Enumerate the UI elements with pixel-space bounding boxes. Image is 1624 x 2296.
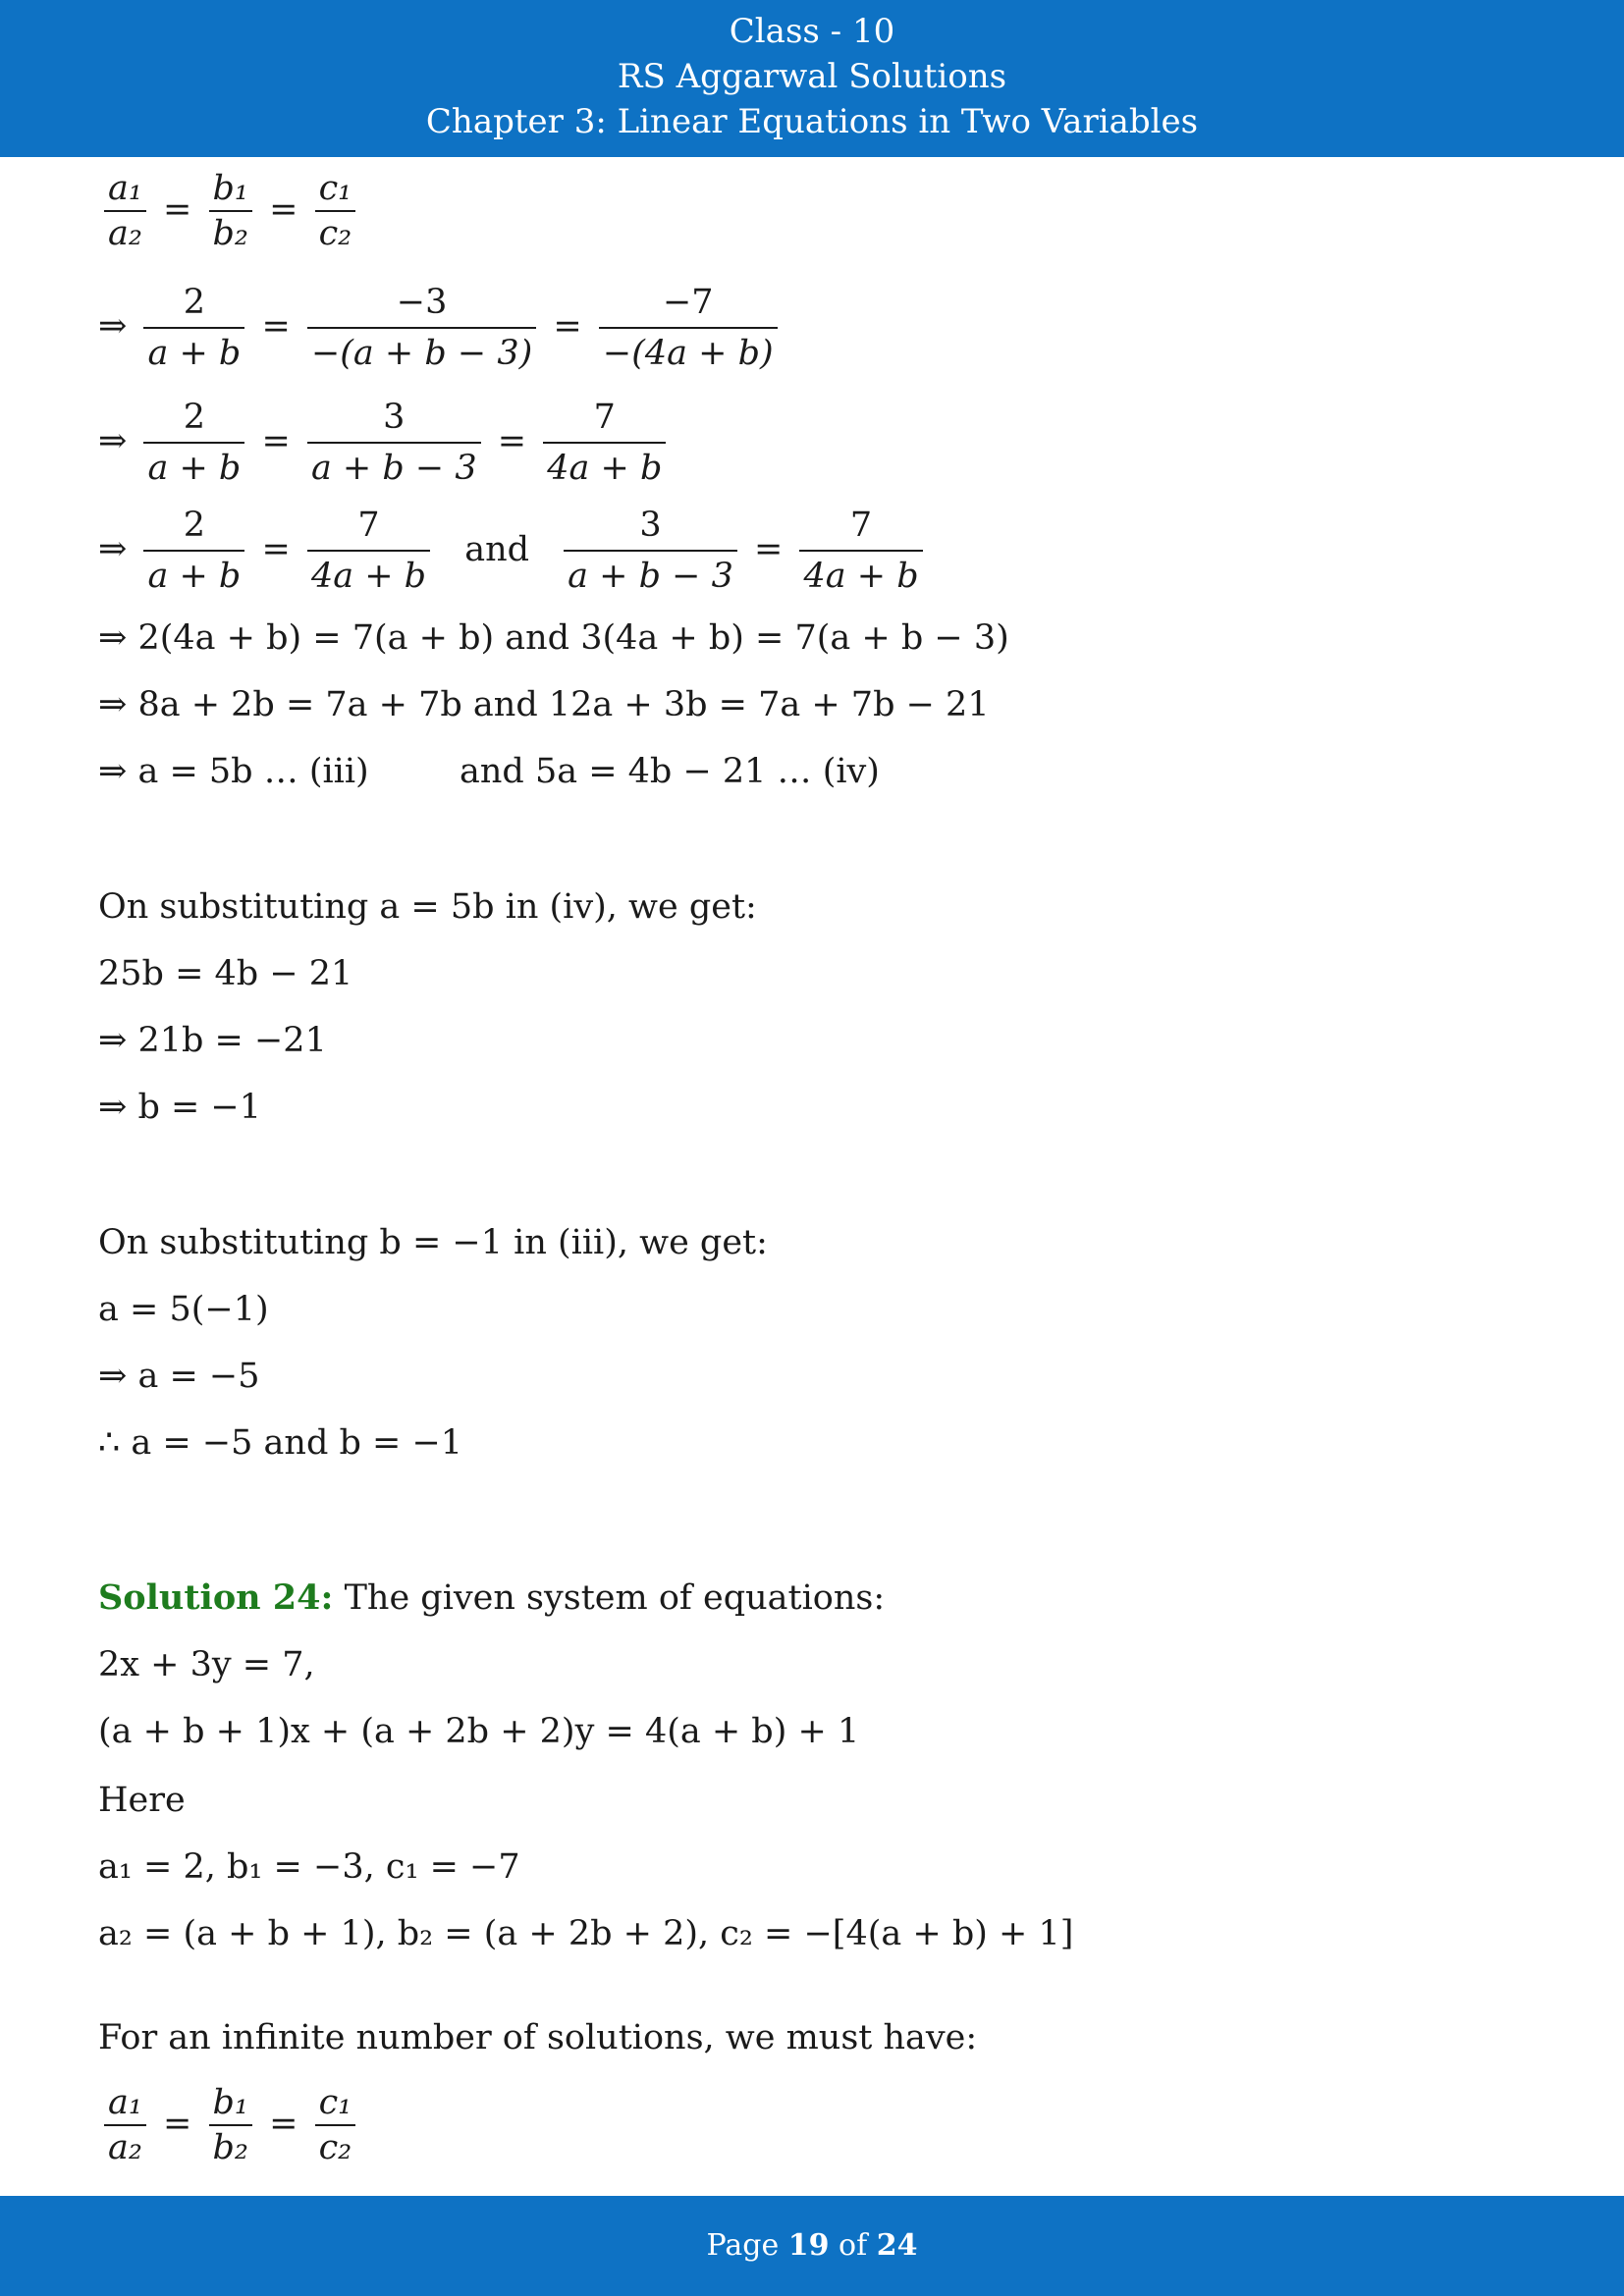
fraction: $\frac{2}{a + b}$ bbox=[143, 501, 244, 601]
solution-24-heading: Solution 24: The given system of equations: bbox=[98, 1577, 886, 1618]
solution-label: Solution 24: bbox=[98, 1577, 334, 1618]
equation-line-7: ⇒ 8a + 2b = 7a + 7b and 12a + 3b = 7a + 7b − 21 bbox=[98, 685, 990, 724]
fraction: $\frac{-3}{-(a + b - 3)}$ bbox=[307, 278, 536, 378]
equation-line: ⇒ 21b = −21 bbox=[98, 1021, 327, 1060]
fraction-a1-a2: $\frac{\text{a₁}}{\text{a₂}}$ bbox=[104, 2081, 146, 2169]
equation-line: ⇒ b = −1 bbox=[98, 1088, 262, 1127]
fraction: $\frac{7}{4a + b}$ bbox=[307, 501, 430, 601]
fraction-b1-b2: $\frac{\text{b₁}}{\text{b₂}}$ bbox=[209, 167, 252, 255]
ratio-condition-top: $\frac{\text{a₁}}{\text{a₂}}$ = $\frac{\text{b₁}}{\text{b₂}}$ = $\frac{\text{c₁}}{\text{c₂}}$ bbox=[98, 167, 361, 255]
equation-line: a₂ = (a + b + 1), b₂ = (a + 2b + 2), c₂ = −[4(a + b) + 1] bbox=[98, 1914, 1074, 1953]
fraction-a1-a2: $\frac{\text{a₁}}{\text{a₂}}$ bbox=[104, 167, 146, 255]
equation-line: (a + b + 1)x + (a + 2b + 2)y = 4(a + b) + 1 bbox=[98, 1712, 860, 1751]
fraction: $\frac{3}{a + b - 3}$ bbox=[307, 393, 481, 493]
equation-line-4: ⇒ $\frac{2}{a + b}$ = $\frac{7}{4a + b}$ and $\frac{3}{a + b - 3}$ = $\frac{7}{4a + b}$ bbox=[98, 501, 929, 601]
fraction: $\frac{7}{4a + b}$ bbox=[543, 393, 666, 493]
equation-line: 25b = 4b − 21 bbox=[98, 954, 353, 993]
equation-line: 2x + 3y = 7, bbox=[98, 1645, 315, 1684]
fraction: $\frac{7}{4a + b}$ bbox=[799, 501, 922, 601]
header-book-title: RS Aggarwal Solutions bbox=[617, 57, 1007, 96]
equation-line: ⇒ a = −5 bbox=[98, 1357, 260, 1396]
header-class: Class - 10 bbox=[729, 12, 895, 51]
equation-line-8: ⇒ a = 5b … (iii) and 5a = 4b − 21 … (iv) bbox=[98, 752, 880, 791]
ratio-condition-bottom: $\frac{\text{a₁}}{\text{a₂}}$ = $\frac{\text{b₁}}{\text{b₂}}$ = $\frac{\text{c₁}}{\text{c₂}}$ bbox=[98, 2081, 361, 2169]
text-line-substitute-b: On substituting b = −1 in (iii), we get: bbox=[98, 1223, 768, 1262]
fraction-c1-c2: $\frac{\text{c₁}}{\text{c₂}}$ bbox=[315, 167, 356, 255]
page-number: 19 bbox=[787, 2228, 830, 2263]
fraction-b1-b2: $\frac{\text{b₁}}{\text{b₂}}$ bbox=[209, 2081, 252, 2169]
fraction-c1-c2: $\frac{\text{c₁}}{\text{c₂}}$ bbox=[315, 2081, 356, 2169]
text-line-substitute-a: On substituting a = 5b in (iv), we get: bbox=[98, 887, 757, 927]
equation-line-result: ∴ a = −5 and b = −1 bbox=[98, 1423, 463, 1463]
page-header bbox=[0, 0, 1624, 157]
equation-line-6: ⇒ 2(4a + b) = 7(a + b) and 3(4a + b) = 7(a + b − 3) bbox=[98, 618, 1009, 658]
text-line-infinite: For an infinite number of solutions, we must have: bbox=[98, 2018, 978, 2057]
equation-line: a₁ = 2, b₁ = −3, c₁ = −7 bbox=[98, 1847, 520, 1887]
fraction: $\frac{2}{a + b}$ bbox=[143, 278, 244, 378]
text-line-here: Here bbox=[98, 1781, 186, 1820]
page-total: 24 bbox=[876, 2228, 918, 2263]
equation-line-2: ⇒ $\frac{2}{a + b}$ = $\frac{-3}{-(a + b - 3)}$ = $\frac{-7}{-(4a + b)}$ bbox=[98, 278, 784, 378]
page-footer: Page 19 of 24 bbox=[0, 2196, 1624, 2296]
equation-line-3: ⇒ $\frac{2}{a + b}$ = $\frac{3}{a + b - 3}$ = $\frac{7}{4a + b}$ bbox=[98, 393, 672, 493]
fraction: $\frac{3}{a + b - 3}$ bbox=[564, 501, 737, 601]
header-chapter: Chapter 3: Linear Equations in Two Variables bbox=[425, 102, 1199, 141]
fraction: $\frac{-7}{-(4a + b)}$ bbox=[599, 278, 778, 378]
equation-line: a = 5(−1) bbox=[98, 1290, 269, 1329]
fraction: $\frac{2}{a + b}$ bbox=[143, 393, 244, 493]
